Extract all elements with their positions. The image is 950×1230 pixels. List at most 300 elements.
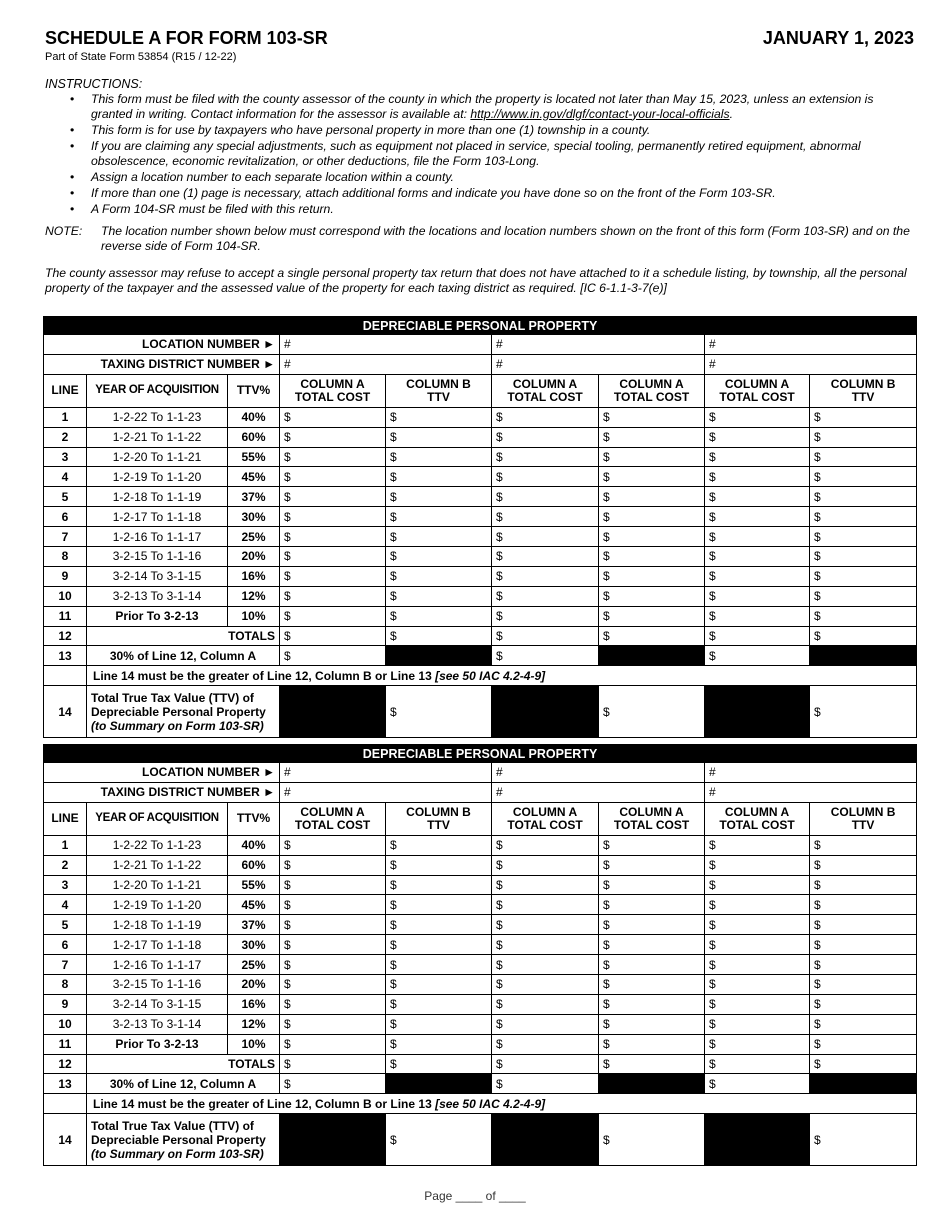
ttv-percent: 37%	[228, 487, 280, 507]
acquisition-year: 3-2-15 To 1-1-16	[87, 547, 228, 567]
line-number: 2	[44, 855, 87, 875]
amount-input[interactable]: $	[705, 955, 810, 975]
taxing-district-label: TAXING DISTRICT NUMBER ►	[44, 782, 280, 802]
amount-input[interactable]: $	[599, 606, 705, 626]
amount-input[interactable]: $	[280, 467, 386, 487]
assessor-contact-link[interactable]: http://www.in.gov/dlgf/contact-your-local-officials	[470, 106, 730, 121]
amount-input[interactable]: $	[280, 895, 386, 915]
amount-input[interactable]: $	[386, 1014, 492, 1034]
line-number: 8	[44, 547, 87, 567]
acquisition-year: 1-2-21 To 1-1-22	[87, 427, 228, 447]
line14-row	[44, 686, 917, 738]
table-row	[44, 566, 917, 586]
amount-input[interactable]: $	[810, 547, 917, 567]
acquisition-year: 3-2-15 To 1-1-16	[87, 975, 228, 995]
line-number: 11	[44, 606, 87, 626]
amount-input[interactable]: $	[705, 895, 810, 915]
table-row	[44, 935, 917, 955]
amount-input[interactable]: $	[280, 1034, 386, 1054]
blackout-cell	[705, 686, 810, 738]
amount-input[interactable]: $	[599, 1034, 705, 1054]
amount-input[interactable]: $	[599, 527, 705, 547]
table-row	[44, 427, 917, 447]
amount-input[interactable]: $	[810, 915, 917, 935]
ttv-percent: 60%	[228, 427, 280, 447]
amount-input[interactable]: $	[280, 547, 386, 567]
amount-input[interactable]: $	[280, 566, 386, 586]
amount-input[interactable]: $	[810, 955, 917, 975]
amount-input[interactable]: $	[492, 507, 599, 527]
line-number: 2	[44, 427, 87, 447]
amount-input[interactable]: $	[492, 1054, 599, 1074]
totals-row	[44, 626, 917, 646]
taxing-district-input[interactable]: #	[705, 782, 917, 802]
acquisition-year: Prior To 3-2-13	[87, 606, 228, 626]
amount-input[interactable]: $	[705, 855, 810, 875]
amount-input[interactable]: $	[280, 447, 386, 467]
ttv-percent: 16%	[228, 566, 280, 586]
line-number: 8	[44, 975, 87, 995]
location-number-input[interactable]: #	[705, 763, 917, 783]
line13-row	[44, 1074, 917, 1094]
ttv-percent: 55%	[228, 875, 280, 895]
col-header-year: YEAR OF ACQUISITION	[87, 374, 228, 407]
amount-input[interactable]: $	[386, 875, 492, 895]
form-header	[0, 0, 950, 50]
amount-input[interactable]: $	[386, 487, 492, 507]
amount-input[interactable]: $	[705, 935, 810, 955]
taxing-district-input[interactable]: #	[280, 354, 492, 374]
amount-input[interactable]: $	[386, 1034, 492, 1054]
amount-input[interactable]: $	[386, 975, 492, 995]
amount-input[interactable]: $	[280, 855, 386, 875]
amount-input[interactable]: $	[280, 487, 386, 507]
amount-input[interactable]: $	[810, 467, 917, 487]
amount-input[interactable]: $	[280, 626, 386, 646]
amount-input[interactable]: $	[599, 686, 705, 738]
depreciable-property-table-1	[43, 316, 917, 738]
amount-input[interactable]: $	[492, 915, 599, 935]
table-row	[44, 586, 917, 606]
line13-row	[44, 646, 917, 666]
blackout-cell	[705, 1114, 810, 1166]
taxing-district-input[interactable]: #	[492, 782, 705, 802]
blackout-cell	[810, 1074, 917, 1094]
amount-input[interactable]: $	[386, 407, 492, 427]
amount-input[interactable]: $	[810, 994, 917, 1014]
amount-input[interactable]: $	[705, 447, 810, 467]
amount-input[interactable]: $	[386, 915, 492, 935]
amount-input[interactable]: $	[280, 527, 386, 547]
amount-input[interactable]: $	[705, 626, 810, 646]
amount-input[interactable]: $	[599, 994, 705, 1014]
amount-input[interactable]: $	[705, 606, 810, 626]
line-number: 14	[44, 686, 87, 738]
amount-input[interactable]: $	[386, 586, 492, 606]
col-header-column: COLUMN B TTV	[810, 374, 917, 407]
col-header-column: COLUMN B TTV	[386, 374, 492, 407]
amount-input[interactable]: $	[280, 407, 386, 427]
amount-input[interactable]: $	[492, 955, 599, 975]
line14-label: Total True Tax Value (TTV) of Depreciable Personal Property (to Summary on Form 103-SR)	[87, 1114, 280, 1166]
blackout-cell	[810, 646, 917, 666]
amount-input[interactable]: $	[810, 487, 917, 507]
acquisition-year: 1-2-18 To 1-1-19	[87, 487, 228, 507]
amount-input[interactable]: $	[810, 626, 917, 646]
amount-input[interactable]: $	[386, 547, 492, 567]
amount-input[interactable]: $	[386, 527, 492, 547]
amount-input[interactable]: $	[810, 1034, 917, 1054]
line-number: 4	[44, 895, 87, 915]
line-number: 11	[44, 1034, 87, 1054]
acquisition-year: 3-2-13 To 3-1-14	[87, 586, 228, 606]
amount-input[interactable]: $	[810, 427, 917, 447]
col-header-ttv: TTV%	[228, 802, 280, 835]
col-header-column: COLUMN A TOTAL COST	[280, 374, 386, 407]
line-number: 5	[44, 915, 87, 935]
refusal-notice: The county assessor may refuse to accept a single personal property tax return that does not have attached to it a schedule listing, by township, all the personal property of the taxpayer and the assessed value of the property for each taxing district as required. [IC 6-1.1-3-7(e)]	[45, 266, 907, 295]
location-number-input[interactable]: #	[492, 335, 705, 355]
ttv-percent: 12%	[228, 586, 280, 606]
col-header-column: COLUMN A TOTAL COST	[492, 802, 599, 835]
amount-input[interactable]: $	[705, 1074, 810, 1094]
amount-input[interactable]: $	[810, 586, 917, 606]
ttv-percent: 60%	[228, 855, 280, 875]
ttv-percent: 30%	[228, 935, 280, 955]
acquisition-year: 1-2-19 To 1-1-20	[87, 467, 228, 487]
line-number: 13	[44, 646, 87, 666]
amount-input[interactable]: $	[492, 855, 599, 875]
table-row	[44, 955, 917, 975]
table-row	[44, 467, 917, 487]
amount-input[interactable]: $	[599, 975, 705, 995]
amount-input[interactable]: $	[599, 447, 705, 467]
amount-input[interactable]: $	[705, 586, 810, 606]
blackout-cell	[386, 646, 492, 666]
ttv-percent: 16%	[228, 994, 280, 1014]
instruction-item: • If more than one (1) page is necessary, attach additional forms and indicate you have done so on the front of the Form 103-SR.	[91, 186, 905, 201]
amount-input[interactable]: $	[280, 955, 386, 975]
amount-input[interactable]: $	[280, 935, 386, 955]
taxing-district-input[interactable]: #	[492, 354, 705, 374]
note-text: The location number shown below must correspond with the locations and location numbers shown on the front of this form (Form 103-SR) and on the reverse side of Form 104-SR.	[101, 224, 910, 253]
blackout-cell	[386, 1074, 492, 1094]
col-header-column: COLUMN A TOTAL COST	[705, 802, 810, 835]
line-number: 12	[44, 1054, 87, 1074]
amount-input[interactable]: $	[810, 686, 917, 738]
amount-input[interactable]: $	[705, 835, 810, 855]
line-number: 1	[44, 407, 87, 427]
amount-input[interactable]: $	[280, 1054, 386, 1074]
depreciable-property-table-2	[43, 744, 917, 1166]
ttv-percent: 10%	[228, 606, 280, 626]
ttv-percent: 10%	[228, 1034, 280, 1054]
ttv-percent: 40%	[228, 407, 280, 427]
amount-input[interactable]: $	[492, 1034, 599, 1054]
amount-input[interactable]: $	[599, 467, 705, 487]
amount-input[interactable]: $	[810, 606, 917, 626]
amount-input[interactable]: $	[599, 626, 705, 646]
amount-input[interactable]: $	[492, 1074, 599, 1094]
line14-note: Line 14 must be the greater of Line 12, Column B or Line 13 [see 50 IAC 4.2-4-9]	[87, 1094, 917, 1114]
amount-input[interactable]: $	[492, 606, 599, 626]
line14-note-row	[44, 1094, 917, 1114]
amount-input[interactable]: $	[492, 626, 599, 646]
acquisition-year: 3-2-13 To 3-1-14	[87, 1014, 228, 1034]
location-number-input[interactable]: #	[492, 763, 705, 783]
amount-input[interactable]: $	[492, 547, 599, 567]
amount-input[interactable]: $	[492, 586, 599, 606]
amount-input[interactable]: $	[810, 935, 917, 955]
amount-input[interactable]: $	[810, 835, 917, 855]
table-row	[44, 527, 917, 547]
totals-row	[44, 1054, 917, 1074]
amount-input[interactable]: $	[705, 1014, 810, 1034]
amount-input[interactable]: $	[386, 855, 492, 875]
amount-input[interactable]: $	[599, 547, 705, 567]
amount-input[interactable]: $	[492, 994, 599, 1014]
amount-input[interactable]: $	[599, 487, 705, 507]
page-number-footer: Page ____ of ____	[424, 1189, 526, 1203]
amount-input[interactable]: $	[492, 447, 599, 467]
col-header-column: COLUMN B TTV	[810, 802, 917, 835]
amount-input[interactable]: $	[705, 467, 810, 487]
line14-row	[44, 1114, 917, 1166]
amount-input[interactable]: $	[705, 427, 810, 447]
location-number-label: LOCATION NUMBER ►	[44, 763, 280, 783]
location-number-input[interactable]: #	[280, 763, 492, 783]
amount-input[interactable]: $	[705, 487, 810, 507]
amount-input[interactable]: $	[386, 895, 492, 915]
amount-input[interactable]: $	[705, 547, 810, 567]
line-number: 14	[44, 1114, 87, 1166]
amount-input[interactable]: $	[386, 626, 492, 646]
amount-input[interactable]: $	[492, 467, 599, 487]
amount-input[interactable]: $	[810, 407, 917, 427]
form-title: SCHEDULE A FOR FORM 103-SR	[45, 28, 328, 48]
blackout-cell	[280, 1114, 386, 1166]
amount-input[interactable]: $	[705, 646, 810, 666]
table-row	[44, 875, 917, 895]
line-number: 7	[44, 527, 87, 547]
amount-input[interactable]: $	[492, 975, 599, 995]
table-row	[44, 487, 917, 507]
amount-input[interactable]: $	[599, 855, 705, 875]
amount-input[interactable]: $	[280, 835, 386, 855]
acquisition-year: 1-2-21 To 1-1-22	[87, 855, 228, 875]
amount-input[interactable]: $	[386, 566, 492, 586]
amount-input[interactable]: $	[599, 566, 705, 586]
amount-input[interactable]: $	[492, 835, 599, 855]
col-header-column: COLUMN A TOTAL COST	[599, 802, 705, 835]
amount-input[interactable]: $	[492, 935, 599, 955]
amount-input[interactable]: $	[810, 975, 917, 995]
instruction-item: • A Form 104-SR must be filed with this return.	[91, 202, 905, 217]
amount-input[interactable]: $	[386, 447, 492, 467]
line14-note-row	[44, 666, 917, 686]
amount-input[interactable]: $	[599, 407, 705, 427]
acquisition-year: 3-2-14 To 3-1-15	[87, 566, 228, 586]
line-number: 10	[44, 1014, 87, 1034]
ttv-percent: 30%	[228, 507, 280, 527]
blackout-cell	[280, 686, 386, 738]
amount-input[interactable]: $	[386, 467, 492, 487]
amount-input[interactable]: $	[810, 895, 917, 915]
line13-label: 30% of Line 12, Column A	[87, 1074, 280, 1094]
line14-note: Line 14 must be the greater of Line 12, Column B or Line 13 [see 50 IAC 4.2-4-9]	[87, 666, 917, 686]
amount-input[interactable]: $	[386, 935, 492, 955]
amount-input[interactable]: $	[810, 507, 917, 527]
line-number: 4	[44, 467, 87, 487]
amount-input[interactable]: $	[386, 1054, 492, 1074]
amount-input[interactable]: $	[280, 507, 386, 527]
line-number: 9	[44, 566, 87, 586]
amount-input[interactable]: $	[492, 427, 599, 447]
amount-input[interactable]: $	[386, 507, 492, 527]
table-row	[44, 606, 917, 626]
col-header-year: YEAR OF ACQUISITION	[87, 802, 228, 835]
col-header-column: COLUMN A TOTAL COST	[492, 374, 599, 407]
amount-input[interactable]: $	[599, 835, 705, 855]
amount-input[interactable]: $	[492, 646, 599, 666]
amount-input[interactable]: $	[386, 994, 492, 1014]
amount-input[interactable]: $	[599, 1054, 705, 1074]
amount-input[interactable]: $	[386, 686, 492, 738]
taxing-district-input[interactable]: #	[705, 354, 917, 374]
amount-input[interactable]: $	[386, 835, 492, 855]
amount-input[interactable]: $	[599, 955, 705, 975]
ttv-percent: 20%	[228, 975, 280, 995]
amount-input[interactable]: $	[810, 1114, 917, 1166]
amount-input[interactable]: $	[810, 855, 917, 875]
table-row	[44, 547, 917, 567]
ttv-percent: 20%	[228, 547, 280, 567]
amount-input[interactable]: $	[280, 875, 386, 895]
form-subtitle: Part of State Form 53854 (R15 / 12-22)	[45, 51, 237, 63]
amount-input[interactable]: $	[280, 1014, 386, 1034]
amount-input[interactable]: $	[492, 407, 599, 427]
acquisition-year: 1-2-17 To 1-1-18	[87, 507, 228, 527]
line-number: 5	[44, 487, 87, 507]
amount-input[interactable]: $	[810, 875, 917, 895]
table-row	[44, 915, 917, 935]
amount-input[interactable]: $	[492, 566, 599, 586]
amount-input[interactable]: $	[810, 527, 917, 547]
amount-input[interactable]: $	[386, 1114, 492, 1166]
table-row	[44, 895, 917, 915]
acquisition-year: 1-2-20 To 1-1-21	[87, 447, 228, 467]
amount-input[interactable]: $	[280, 915, 386, 935]
table-row	[44, 447, 917, 467]
amount-input[interactable]: $	[386, 427, 492, 447]
amount-input[interactable]: $	[386, 955, 492, 975]
col-header-column: COLUMN A TOTAL COST	[599, 374, 705, 407]
line14-label: Total True Tax Value (TTV) of Depreciable Personal Property (to Summary on Form 103-SR)	[87, 686, 280, 738]
ttv-percent: 55%	[228, 447, 280, 467]
blackout-cell	[492, 1114, 599, 1166]
col-header-line: LINE	[44, 374, 87, 407]
amount-input[interactable]: $	[705, 975, 810, 995]
amount-input[interactable]: $	[705, 915, 810, 935]
line-number: 10	[44, 586, 87, 606]
amount-input[interactable]: $	[492, 875, 599, 895]
amount-input[interactable]: $	[280, 975, 386, 995]
line13-label: 30% of Line 12, Column A	[87, 646, 280, 666]
amount-input[interactable]: $	[705, 875, 810, 895]
amount-input[interactable]: $	[599, 1114, 705, 1166]
amount-input[interactable]: $	[599, 935, 705, 955]
ttv-percent: 25%	[228, 527, 280, 547]
amount-input[interactable]: $	[705, 1054, 810, 1074]
amount-input[interactable]: $	[705, 566, 810, 586]
table-row	[44, 975, 917, 995]
amount-input[interactable]: $	[599, 1014, 705, 1034]
acquisition-year: 1-2-16 To 1-1-17	[87, 955, 228, 975]
amount-input[interactable]: $	[386, 606, 492, 626]
note-label: NOTE:	[45, 224, 83, 238]
col-header-line: LINE	[44, 802, 87, 835]
col-header-column: COLUMN A TOTAL COST	[280, 802, 386, 835]
line-number: 3	[44, 447, 87, 467]
amount-input[interactable]: $	[492, 487, 599, 507]
amount-input[interactable]: $	[280, 606, 386, 626]
amount-input[interactable]: $	[599, 895, 705, 915]
amount-input[interactable]: $	[492, 527, 599, 547]
amount-input[interactable]: $	[599, 586, 705, 606]
amount-input[interactable]: $	[599, 915, 705, 935]
table-row	[44, 835, 917, 855]
amount-input[interactable]: $	[280, 1074, 386, 1094]
amount-input[interactable]: $	[810, 566, 917, 586]
blackout-cell	[599, 646, 705, 666]
col-header-column: COLUMN A TOTAL COST	[705, 374, 810, 407]
table-row	[44, 994, 917, 1014]
amount-input[interactable]: $	[705, 507, 810, 527]
taxing-district-label: TAXING DISTRICT NUMBER ►	[44, 354, 280, 374]
amount-input[interactable]: $	[492, 1014, 599, 1034]
acquisition-year: 1-2-16 To 1-1-17	[87, 527, 228, 547]
amount-input[interactable]: $	[810, 1054, 917, 1074]
amount-input[interactable]: $	[705, 527, 810, 547]
location-number-input[interactable]: #	[705, 335, 917, 355]
line-number: 1	[44, 835, 87, 855]
line-number: 13	[44, 1074, 87, 1094]
amount-input[interactable]: $	[280, 646, 386, 666]
amount-input[interactable]: $	[599, 427, 705, 447]
amount-input[interactable]: $	[705, 994, 810, 1014]
amount-input[interactable]: $	[280, 994, 386, 1014]
amount-input[interactable]: $	[492, 895, 599, 915]
table-row	[44, 1034, 917, 1054]
col-header-ttv: TTV%	[228, 374, 280, 407]
instruction-item: • This form must be filed with the county assessor of the county in which the property is located not later than May 15, 2023, unless an extension is granted in writing. Contact information for the assessor is available at: http://www.in.gov/dlgf/contact-your-local-officials.	[91, 92, 905, 121]
line-number: 12	[44, 626, 87, 646]
amount-input[interactable]: $	[810, 1014, 917, 1034]
instruction-item: • Assign a location number to each separate location within a county.	[91, 170, 905, 185]
amount-input[interactable]: $	[280, 586, 386, 606]
line-number: 6	[44, 507, 87, 527]
amount-input[interactable]: $	[280, 427, 386, 447]
amount-input[interactable]: $	[810, 447, 917, 467]
location-number-input[interactable]: #	[280, 335, 492, 355]
amount-input[interactable]: $	[705, 1034, 810, 1054]
acquisition-year: 1-2-20 To 1-1-21	[87, 875, 228, 895]
location-number-label: LOCATION NUMBER ►	[44, 335, 280, 355]
taxing-district-input[interactable]: #	[280, 782, 492, 802]
amount-input[interactable]: $	[599, 875, 705, 895]
amount-input[interactable]: $	[705, 407, 810, 427]
amount-input[interactable]: $	[599, 507, 705, 527]
